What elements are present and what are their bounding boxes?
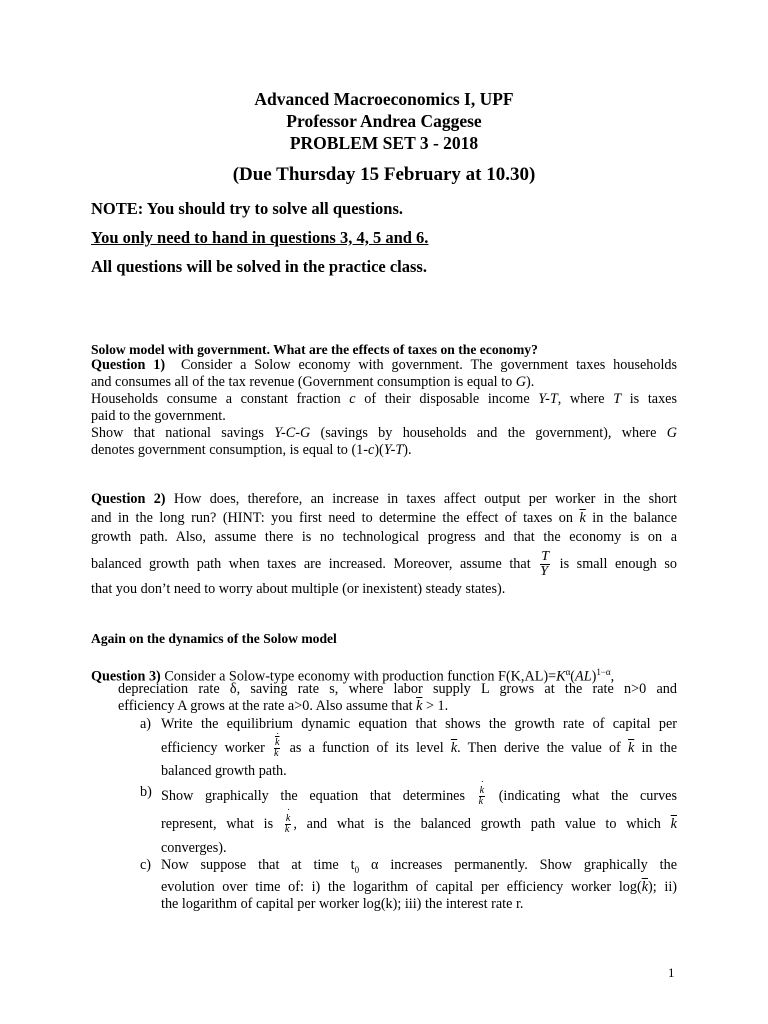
section-title-solow-government: Solow model with government. What are the effects of taxes on the economy?	[91, 342, 538, 357]
note-solve-all: NOTE: You should try to solve all questions.	[91, 199, 404, 218]
question-2-label: Question 2)	[91, 491, 166, 507]
professor-name: Professor Andrea Caggese	[286, 111, 482, 131]
question-3-label: Question 3)	[91, 668, 161, 685]
question-3-part-a: a) Write the equilibrium dynamic equation that shows the growth rate of capital per efficiency worker ˙ $\frac{\overline{k}}{k}$ as a function of its level $\overline{k}$. Then derive the value of $\overline{k}$ in the balanced growth path.	[140, 716, 677, 780]
k-bar-symbol: $\overline{k}$	[579, 510, 586, 526]
question-3-part-b: b) Show graphically the equation that determines ˙ $\frac{k}{k}$ (indicating what the curves represent, what is ˙ $\frac{k}{k}$ , and what is the balanced growth path value to which $\overline{k}$ converges).	[140, 784, 677, 857]
note-hand-in: You only need to hand in questions 3, 4, 5 and 6.	[91, 228, 429, 247]
tax-output-ratio: $\frac{T}{Y}$	[540, 549, 550, 580]
question-3-part-c: c) Now suppose that at time $t_0$ α increases permanently. Show graphically the evolution over time of: i) the logarithm of capital per efficiency worker $\log(\overline{k})$; ii) the logarithm of capital per worker log(k); iii) the interest rate r.	[140, 857, 678, 912]
question-1-label: Question 1)	[91, 357, 166, 373]
question-2: Question 2) How does, therefore, an increase in taxes affect output per worker in the short and in the long run? (HINT: you first need to determine the effect of taxes on $\overline{k}$ in the balance growth path. Also, assume there is no technological progress and that the economy is on a balanced growth path when taxes are increased. Moreover, assume that $\frac{T}{Y}$ is small enough so that you don’t need to worry about multiple (or inexistent) steady states).	[91, 491, 678, 597]
question-1: Question 1) Consider a Solow economy with government. The government taxes households and consumes all of the tax revenue (Government consumption is equal to G). Households consume a constant fraction c of their disposable income Y-T, where T is taxes paid to the government. Show that national savings Y-C-G (savings by households and the government), where G denotes government consumption, is equal to (1-c)(Y-T).	[91, 357, 678, 458]
course-title: Advanced Macroeconomics I, UPF	[254, 89, 514, 109]
question-3: Question 3) Consider a Solow-type economy with production function $F(K,AL)=K^\alpha(AL)^{1-\alpha}$,	[91, 667, 615, 685]
page-number: 1	[668, 965, 675, 980]
question-3-continued: depreciation rate δ, saving rate s, where labor supply L grows at the rate n>0 and efficiency A grows at the rate a>0. Also assume that $\overline{k} > 1$.	[118, 681, 677, 714]
due-date: (Due Thursday 15 February at 10.30)	[232, 164, 536, 185]
note-practice-class: All questions will be solved in the practice class.	[91, 257, 427, 276]
problem-set-title: PROBLEM SET 3 - 2018	[289, 133, 479, 153]
question-3-parts	[140, 716, 677, 913]
section-title-solow-dynamics: Again on the dynamics of the Solow model	[91, 631, 337, 646]
